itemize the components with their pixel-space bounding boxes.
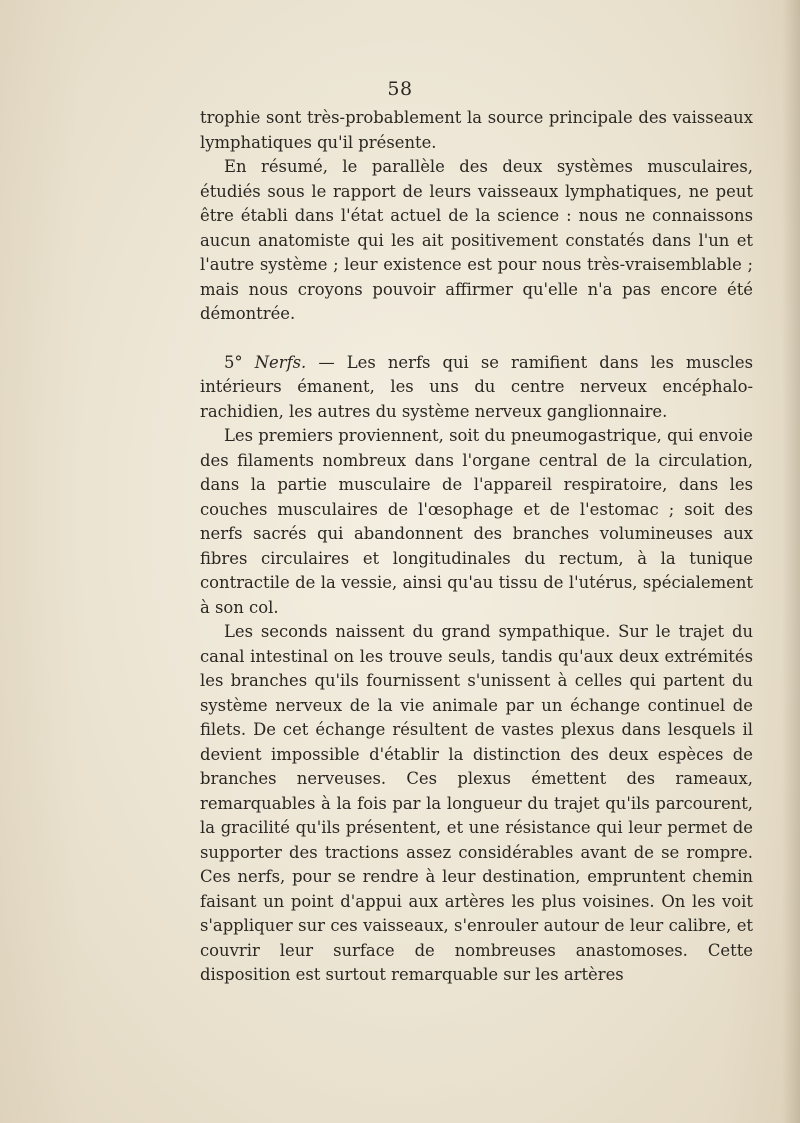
section-number: 5° bbox=[224, 352, 243, 372]
page-edge-shadow bbox=[782, 0, 800, 1123]
body-text bbox=[200, 106, 753, 988]
page-number: 58 bbox=[387, 78, 413, 100]
paragraph-continuation: trophie sont très-probablement la source principale des vaisseaux lymphatiques qu'il présente. bbox=[200, 108, 753, 152]
section-nerfs bbox=[200, 351, 753, 425]
paragraph-seconds: Les seconds naissent du grand sympathique. Sur le trajet du canal intestinal on les trouve seuls, tandis qu'aux deux extrémités les branches qu'ils fournissent s'unissent à celles qui partent du système nerveux de la vie animale par un échange continuel de filets. De cet échange résultent de vastes plexus dans lesquels il devient impossible d'établir la distinction des deux espèces de branches nerveuses. Ces plexus émettent des rameaux, remarquables à la fois par la longueur du trajet qu'ils parcourent, la gracilité qu'ils présentent, et une résistance qui leur permet de supporter des tractions assez considérables avant de se rompre. Ces nerfs, pour se rendre à leur destination, empruntent chemin faisant un point d'appui aux artères les plus voisines. On les voit s'appliquer sur ces vaisseaux, s'enrouler autour de leur calibre, et couvrir leur surface de nombreuses anastomoses. Cette disposition est surtout remarquable sur les artères bbox=[200, 622, 753, 984]
paragraph-summary: En résumé, le parallèle des deux systèmes musculaires, étudiés sous le rapport de leurs vaisseaux lymphatiques, ne peut être établi dans l'état actuel de la science : nous ne connaissons aucun anatomiste qui les ait positivement constatés dans l'un et l'autre système ; leur existence est pour nous très-vraisemblable ; mais nous croyons pouvoir affirmer qu'elle n'a pas encore été démontrée. bbox=[200, 157, 753, 323]
section-term: Nerfs. bbox=[254, 352, 307, 372]
paragraph-premiers: Les premiers proviennent, soit du pneumogastrique, qui envoie des filaments nombreux dans l'organe central de la circulation, dans la partie musculaire de l'appareil respiratoire, dans les couches musculaires de l'œsophage et de l'estomac ; soit des nerfs sacrés qui abandonnent des branches volumineuses aux fibres circulaires et longitudinales du rectum, à la tunique contractile de la vessie, ainsi qu'au tissu de l'utérus, spécialement à son col. bbox=[200, 426, 753, 617]
section-nerfs-text: — Les nerfs qui se ramifient dans les muscles intérieurs émanent, les uns du centre nerveux encéphalo-rachidien, les autres du système nerveux ganglionnaire. bbox=[200, 352, 754, 421]
